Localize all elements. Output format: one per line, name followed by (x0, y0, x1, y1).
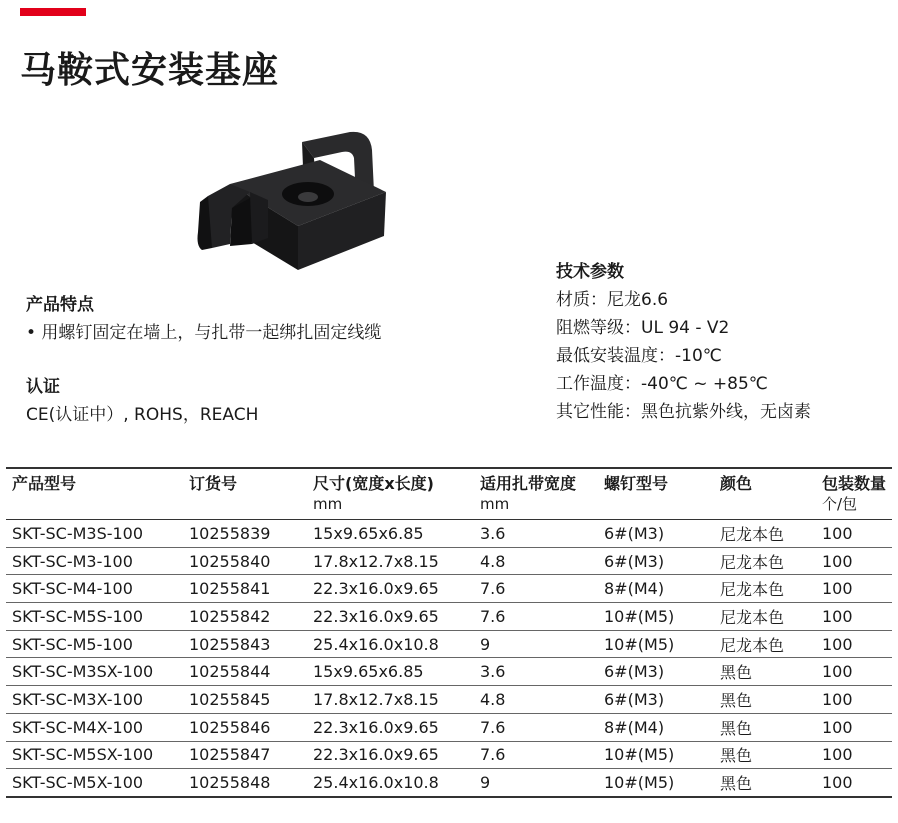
certification-section (26, 373, 258, 429)
col-header-size: 尺寸(宽度x长度) mm (307, 468, 474, 520)
cell-pack-qty: 100 (816, 769, 892, 797)
cell-size: 15x9.65x6.85 (307, 520, 474, 548)
accent-bar (20, 8, 86, 16)
cell-color: 尼龙本色 (714, 603, 816, 631)
feature-item: • 用螺钉固定在墙上，与扎带一起绑扎固定线缆 (26, 323, 382, 343)
table-row (6, 630, 892, 658)
cell-tie-width: 4.8 (474, 686, 598, 714)
cell-color: 黑色 (714, 686, 816, 714)
cell-order-no: 10255843 (183, 630, 307, 658)
cell-size: 17.8x12.7x8.15 (307, 686, 474, 714)
cell-model: SKT-SC-M3X-100 (6, 686, 183, 714)
cell-pack-qty: 100 (816, 547, 892, 575)
cell-size: 22.3x16.0x9.65 (307, 713, 474, 741)
cell-order-no: 10255847 (183, 741, 307, 769)
col-header-pack-qty: 包装数量 个/包 (816, 468, 892, 520)
table-row (6, 713, 892, 741)
cell-size: 25.4x16.0x10.8 (307, 769, 474, 797)
cell-order-no: 10255845 (183, 686, 307, 714)
cell-tie-width: 3.6 (474, 520, 598, 548)
product-image (190, 120, 390, 300)
cell-screw: 6#(M3) (598, 658, 714, 686)
cell-screw: 10#(M5) (598, 630, 714, 658)
cell-color: 尼龙本色 (714, 630, 816, 658)
cell-size: 17.8x12.7x8.15 (307, 547, 474, 575)
cell-color: 黑色 (714, 769, 816, 797)
cell-screw: 6#(M3) (598, 547, 714, 575)
tech-params-heading: 技术参数 (556, 262, 624, 282)
cell-color: 黑色 (714, 713, 816, 741)
table-header-row (6, 468, 892, 520)
cell-size: 15x9.65x6.85 (307, 658, 474, 686)
cell-screw: 8#(M4) (598, 713, 714, 741)
cell-order-no: 10255848 (183, 769, 307, 797)
tech-param-operating-temp: 工作温度：-40℃ ~ +85℃ (556, 374, 768, 394)
cell-order-no: 10255842 (183, 603, 307, 631)
cell-order-no: 10255841 (183, 575, 307, 603)
tech-param-min-install-temp: 最低安装温度：-10℃ (556, 346, 722, 366)
cell-pack-qty: 100 (816, 520, 892, 548)
cell-model: SKT-SC-M5-100 (6, 630, 183, 658)
cell-screw: 10#(M5) (598, 741, 714, 769)
cell-model: SKT-SC-M3SX-100 (6, 658, 183, 686)
cell-color: 黑色 (714, 658, 816, 686)
cell-order-no: 10255844 (183, 658, 307, 686)
table-row (6, 686, 892, 714)
tech-params-section (556, 258, 811, 426)
cell-tie-width: 9 (474, 769, 598, 797)
table-row (6, 769, 892, 797)
cell-model: SKT-SC-M3-100 (6, 547, 183, 575)
cell-model: SKT-SC-M5X-100 (6, 769, 183, 797)
cell-model: SKT-SC-M4-100 (6, 575, 183, 603)
cell-screw: 8#(M4) (598, 575, 714, 603)
table-row (6, 547, 892, 575)
spec-table (6, 467, 892, 798)
col-header-order-no: 订货号 (183, 468, 307, 520)
cell-order-no: 10255839 (183, 520, 307, 548)
cell-size: 25.4x16.0x10.8 (307, 630, 474, 658)
cell-screw: 6#(M3) (598, 520, 714, 548)
tech-param-material: 材质：尼龙6.6 (556, 290, 669, 310)
cell-tie-width: 4.8 (474, 547, 598, 575)
cell-tie-width: 7.6 (474, 713, 598, 741)
table-row (6, 520, 892, 548)
features-heading: 产品特点 (26, 295, 94, 315)
cell-color: 尼龙本色 (714, 547, 816, 575)
cell-screw: 6#(M3) (598, 686, 714, 714)
cell-screw: 10#(M5) (598, 769, 714, 797)
cell-screw: 10#(M5) (598, 603, 714, 631)
cell-pack-qty: 100 (816, 630, 892, 658)
cell-tie-width: 3.6 (474, 658, 598, 686)
cell-color: 尼龙本色 (714, 575, 816, 603)
col-header-screw: 螺钉型号 (598, 468, 714, 520)
col-header-tie-width: 适用扎带宽度 mm (474, 468, 598, 520)
cell-pack-qty: 100 (816, 575, 892, 603)
cell-size: 22.3x16.0x9.65 (307, 741, 474, 769)
cell-tie-width: 7.6 (474, 575, 598, 603)
cell-pack-qty: 100 (816, 741, 892, 769)
cell-model: SKT-SC-M4X-100 (6, 713, 183, 741)
table-row (6, 603, 892, 631)
table-row (6, 575, 892, 603)
cell-pack-qty: 100 (816, 686, 892, 714)
certification-heading: 认证 (26, 377, 60, 397)
col-header-model: 产品型号 (6, 468, 183, 520)
cell-color: 黑色 (714, 741, 816, 769)
cell-model: SKT-SC-M5SX-100 (6, 741, 183, 769)
cell-pack-qty: 100 (816, 713, 892, 741)
cell-model: SKT-SC-M3S-100 (6, 520, 183, 548)
cell-tie-width: 7.6 (474, 741, 598, 769)
table-row (6, 741, 892, 769)
cell-order-no: 10255846 (183, 713, 307, 741)
cell-tie-width: 9 (474, 630, 598, 658)
page-title: 马鞍式安装基座 (20, 50, 280, 91)
cell-tie-width: 7.6 (474, 603, 598, 631)
tech-param-flame-rating: 阻燃等级：UL 94 - V2 (556, 318, 730, 338)
tech-param-other: 其它性能：黑色抗紫外线，无卤素 (556, 402, 811, 422)
cell-pack-qty: 100 (816, 658, 892, 686)
cell-pack-qty: 100 (816, 603, 892, 631)
certification-text: CE(认证中）, ROHS，REACH (26, 405, 259, 425)
table-row (6, 658, 892, 686)
cell-color: 尼龙本色 (714, 520, 816, 548)
cell-size: 22.3x16.0x9.65 (307, 603, 474, 631)
col-header-color: 颜色 (714, 468, 816, 520)
cell-model: SKT-SC-M5S-100 (6, 603, 183, 631)
cell-size: 22.3x16.0x9.65 (307, 575, 474, 603)
features-section (26, 291, 381, 347)
cell-order-no: 10255840 (183, 547, 307, 575)
